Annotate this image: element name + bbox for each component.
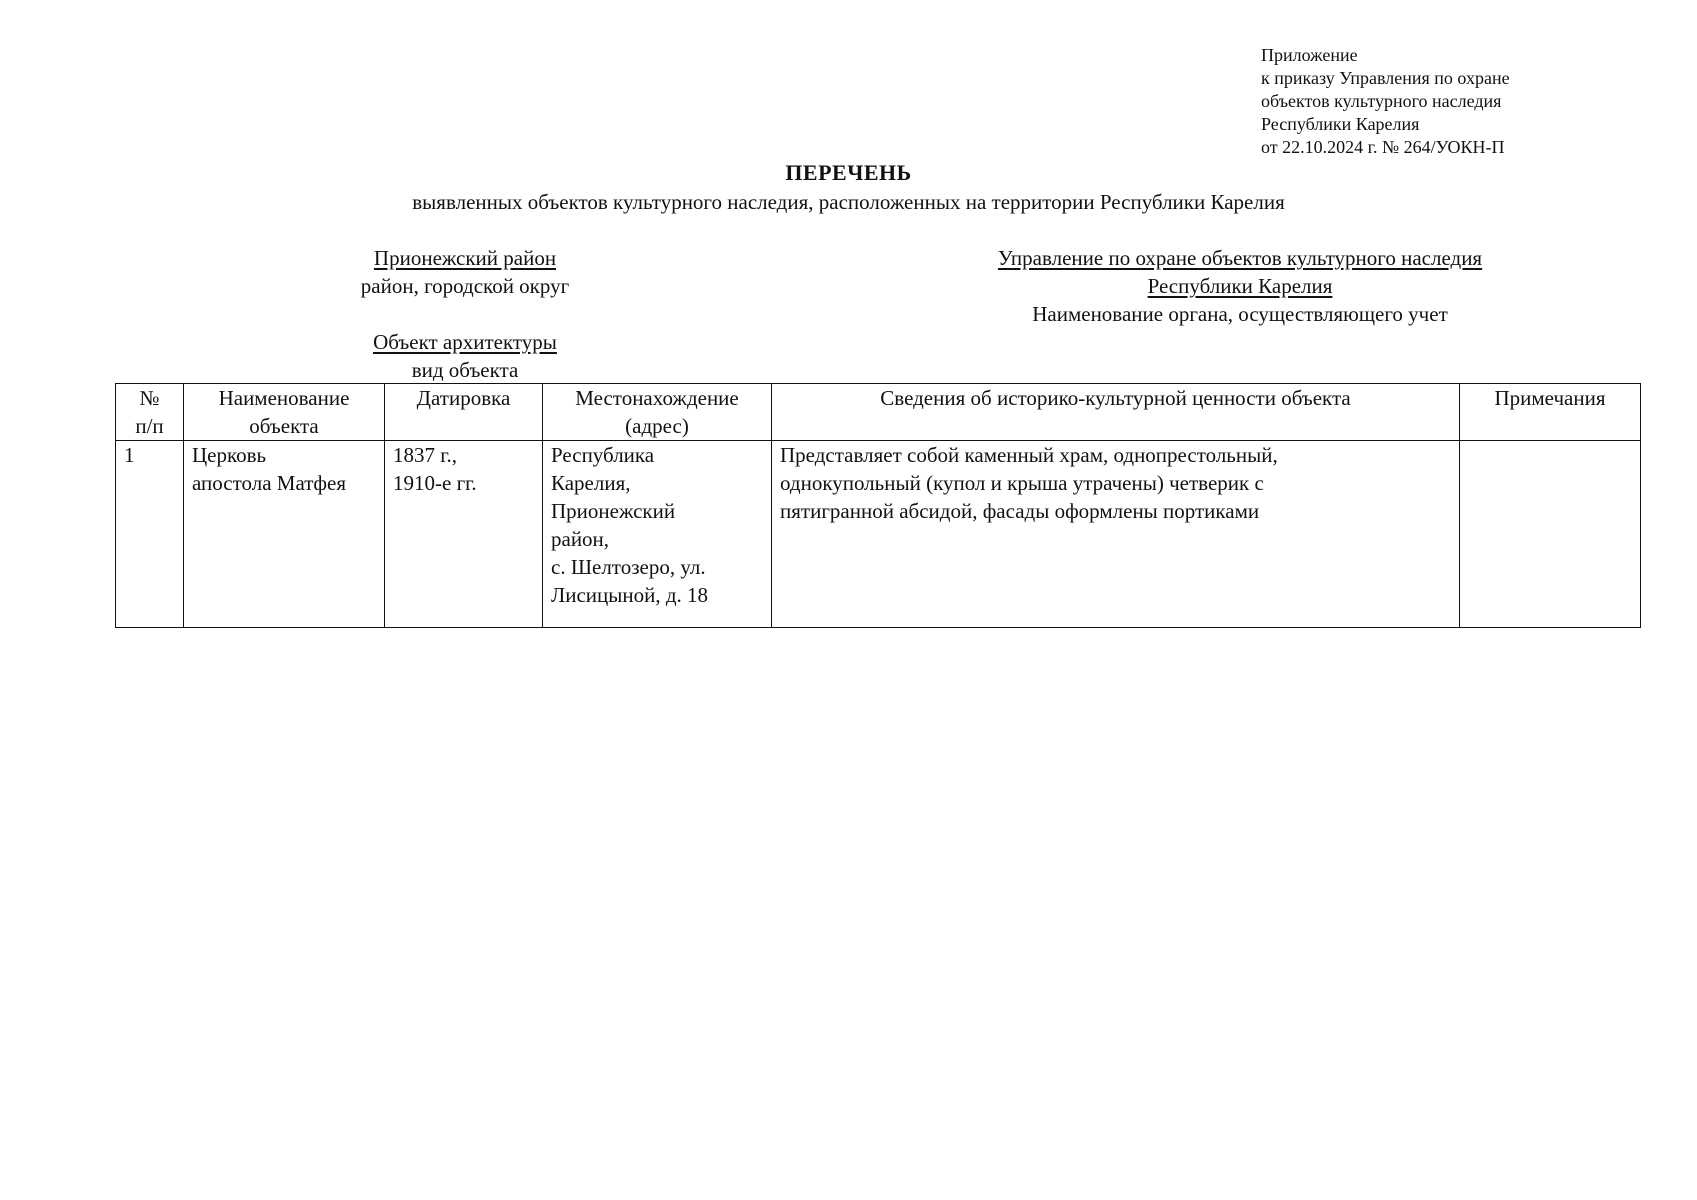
header-notes: Примечания xyxy=(1460,384,1641,441)
table-header-row xyxy=(116,384,1641,441)
object-type-caption: вид объекта xyxy=(411,358,519,382)
cell-number: 1 xyxy=(116,441,184,628)
appendix-line: к приказу Управления по охране xyxy=(1261,68,1510,88)
district-block xyxy=(265,244,665,300)
cell-notes xyxy=(1460,441,1641,628)
header-number: № п/п xyxy=(116,384,184,441)
cell-value: Представляет собой каменный храм, однопрестольный, однокупольный (купол и крыша утрачены) четверик с пятигранной абсидой, фасады оформлены портиками xyxy=(772,441,1460,628)
object-type-value: Объект архитектуры xyxy=(373,330,557,354)
district-caption: район, городской округ xyxy=(360,274,570,298)
cell-location: Республика Карелия, Прионежский район, с. Шелтозеро, ул. Лисицыной, д. 18 xyxy=(543,441,772,628)
appendix-line: Приложение xyxy=(1261,45,1358,65)
header-value: Сведения об историко-культурной ценности объекта xyxy=(772,384,1460,441)
objects-table xyxy=(115,383,1641,628)
district-value: Прионежский район xyxy=(373,246,557,270)
document-subtitle: выявленных объектов культурного наследия, расположенных на территории Республики Карелия xyxy=(412,190,1285,214)
appendix-block xyxy=(1261,44,1510,159)
authority-name-line2: Республики Карелия xyxy=(1147,274,1333,298)
table-row xyxy=(116,441,1641,628)
cell-name: Церковь апостола Матфея xyxy=(184,441,385,628)
cell-dating: 1837 г., 1910-е гг. xyxy=(385,441,543,628)
authority-caption: Наименование органа, осуществляющего учет xyxy=(1032,302,1448,326)
object-type-block xyxy=(265,328,665,384)
authority-name-line1: Управление по охране объектов культурного наследия xyxy=(997,246,1483,270)
appendix-line: от 22.10.2024 г. № 264/УОКН-П xyxy=(1261,137,1505,157)
document-title: ПЕРЕЧЕНЬ xyxy=(785,160,912,185)
header-name: Наименование объекта xyxy=(184,384,385,441)
appendix-line: Республики Карелия xyxy=(1261,114,1420,134)
header-dating: Датировка xyxy=(385,384,543,441)
header-location: Местонахождение (адрес) xyxy=(543,384,772,441)
appendix-line: объектов культурного наследия xyxy=(1261,91,1502,111)
authority-block xyxy=(900,244,1580,328)
